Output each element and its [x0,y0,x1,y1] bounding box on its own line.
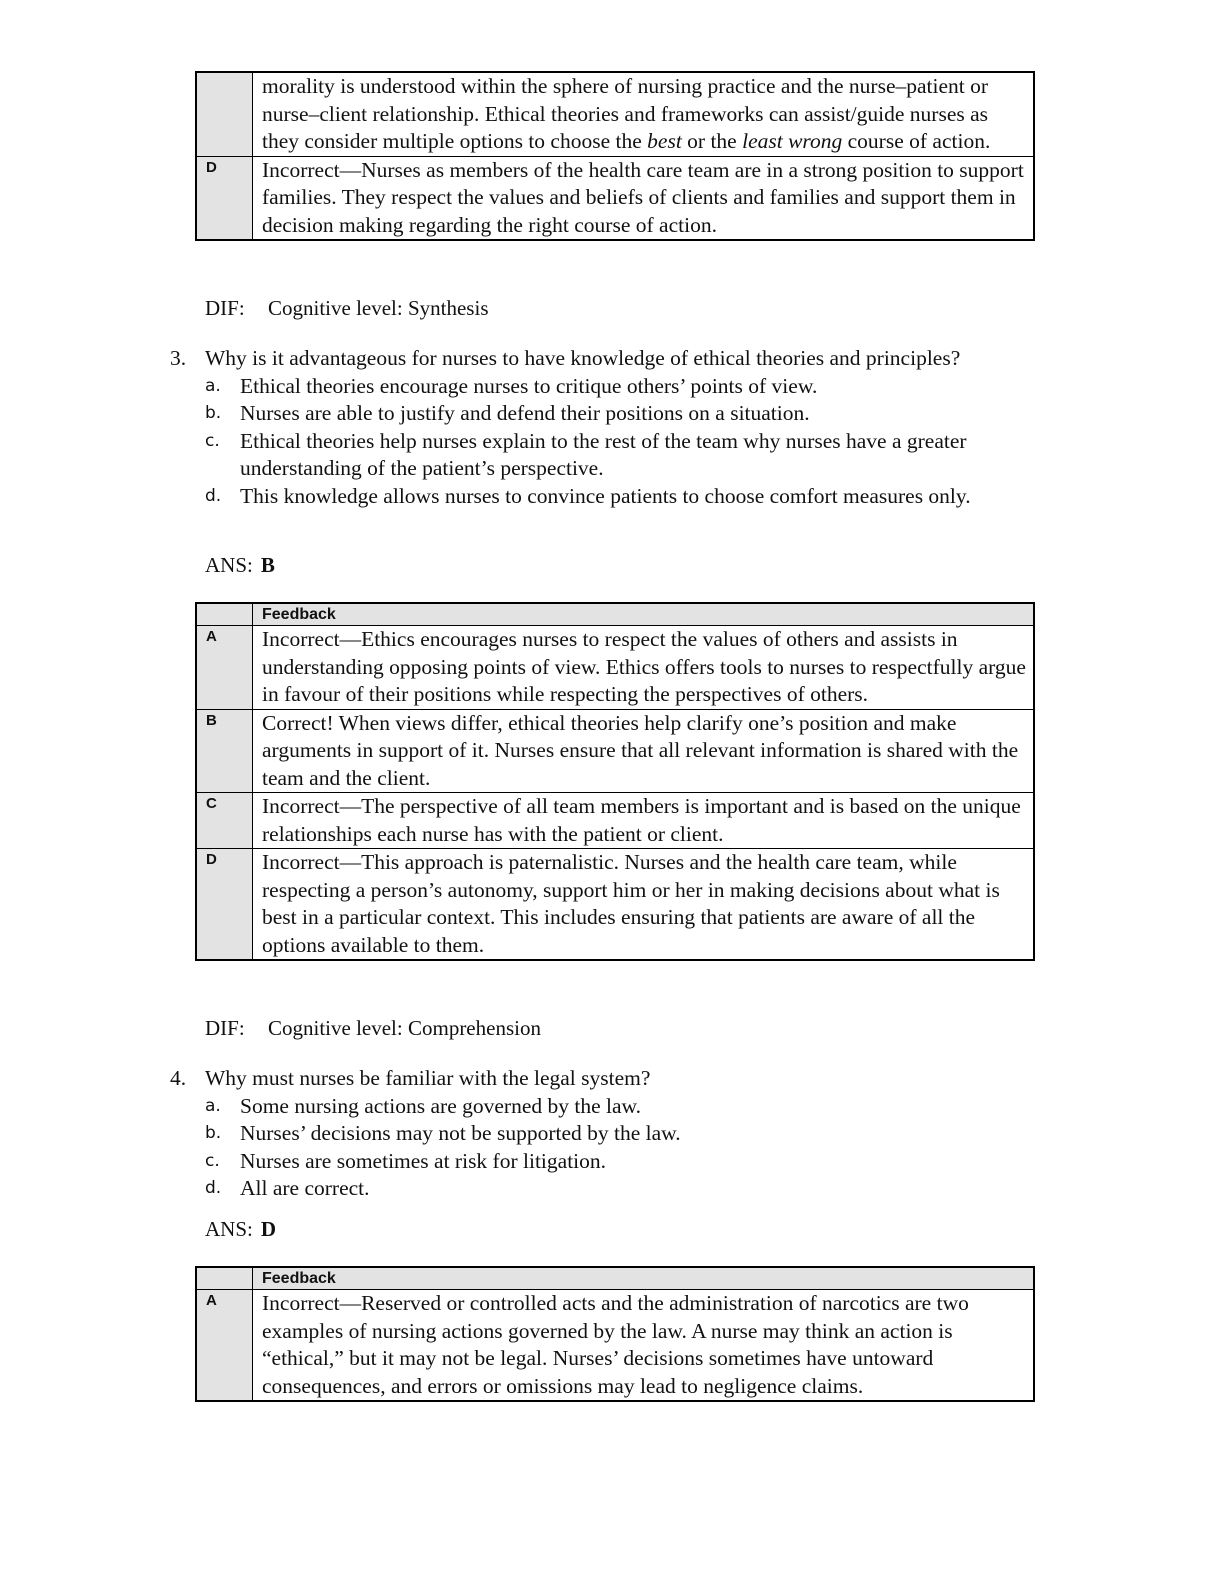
table-row [196,626,1034,710]
feedback-table-continued [195,71,1035,241]
feedback-text: morality is understood within the sphere of nursing practice and the nurse–patient or nurse–client relationship. Ethical theories and frameworks can assist/guide nurses as they consider multiple options to choose the best or the least wrong course of action. [253,72,1035,156]
question-stem [170,345,1050,373]
ans-value: D [260,1217,277,1241]
feedback-text: Correct! When views differ, ethical theories help clarify one’s position and make arguments in support of it. Nurses ensure that all relevant information is shared with the team and the client. [253,709,1035,793]
question-text: Why is it advantageous for nurses to have knowledge of ethical theories and principles? [205,346,961,370]
dif-label: DIF: [205,1016,245,1040]
question-4 [170,1065,1050,1203]
option-c [170,428,1050,483]
question-3 [170,345,1050,510]
option-letter: d. [205,485,222,506]
option-text: Some nursing actions are governed by the law. [240,1093,642,1118]
option-text: Ethical theories encourage nurses to critique others’ points of view. [240,373,818,398]
difficulty-line [205,295,489,321]
option-text: All are correct. [240,1176,370,1200]
feedback-text: Incorrect—Ethics encourages nurses to respect the values of others and assists in understanding opposing points of view. Ethics offers tools to nurses to respectfully argue in favour of their positions while respecting the perspectives of others. [253,626,1035,710]
ans-value: B [260,553,275,577]
option-a [170,373,1050,401]
option-text: Nurses’ decisions may not be supported by the law. [240,1121,681,1145]
table-row [196,1290,1034,1402]
option-letter: d. [205,1178,222,1198]
option-text: Ethical theories help nurses explain to the rest of the team why nurses have a greater understanding of the patient’s perspective. [240,428,967,480]
feedback-letter: D [196,849,253,961]
feedback-letter [196,72,253,156]
question-number: 3. [170,346,187,370]
feedback-text: Incorrect—Nurses as members of the health care team are in a strong position to support families. They respect the values and beliefs of clients and families and support them in decision making regarding the right course of action. [253,156,1035,240]
question-number: 4. [170,1066,187,1090]
feedback-text: Incorrect—The perspective of all team members is important and is based on the unique relationships each nurse has with the patient or client. [253,793,1035,849]
feedback-header: Feedback [253,1267,1035,1290]
table-row [196,72,1034,156]
option-letter: b. [205,1123,222,1143]
option-c [170,1148,1050,1176]
feedback-text: Incorrect—Reserved or controlled acts and the administration of narcotics are two examples of nursing actions governed by the law. A nurse may think an action is “ethical,” but it may not be legal. Nurses’ decisions sometimes have untoward consequences, and errors or omissions may lead to negligence claims. [253,1290,1035,1402]
option-letter: c. [205,430,220,451]
feedback-letter: A [196,1290,253,1402]
feedback-letter: D [196,156,253,240]
feedback-text: Incorrect—This approach is paternalistic. Nurses and the health care team, while respecting a person’s autonomy, support him or her in making decisions about what is best in a particular context. This includes ensuring that patients are aware of all the options available to them. [253,849,1035,961]
option-letter: c. [205,1150,220,1171]
option-a [170,1093,1050,1121]
feedback-table-3 [195,602,1035,961]
dif-label: DIF: [205,296,245,320]
ans-label: ANS: [205,553,253,577]
option-text: This knowledge allows nurses to convince patients to choose comfort measures only. [240,483,971,508]
table-row [196,709,1034,793]
table-row [196,156,1034,240]
option-d [170,1175,1050,1203]
table-row [196,849,1034,961]
question-stem [170,1065,1050,1093]
option-letter: a. [205,1095,221,1116]
table-header-row [196,603,1034,626]
answer-line [205,552,275,578]
table-row [196,793,1034,849]
feedback-letter: A [196,626,253,710]
feedback-letter: B [196,709,253,793]
feedback-header: Feedback [253,603,1035,626]
option-b [170,400,1050,428]
question-text: Why must nurses be familiar with the legal system? [205,1066,651,1090]
feedback-letter: C [196,793,253,849]
option-letter: a. [205,375,221,396]
feedback-table-4 [195,1266,1035,1402]
option-text: Nurses are sometimes at risk for litigation. [240,1148,607,1173]
option-letter: b. [205,403,222,423]
option-d [170,483,1050,511]
difficulty-line [205,1015,541,1041]
answer-line [205,1216,276,1242]
dif-value: Cognitive level: Synthesis [268,296,489,320]
table-header-row [196,1267,1034,1290]
option-text: Nurses are able to justify and defend their positions on a situation. [240,401,810,425]
dif-value: Cognitive level: Comprehension [268,1016,541,1040]
option-b [170,1120,1050,1148]
ans-label: ANS: [205,1217,253,1241]
